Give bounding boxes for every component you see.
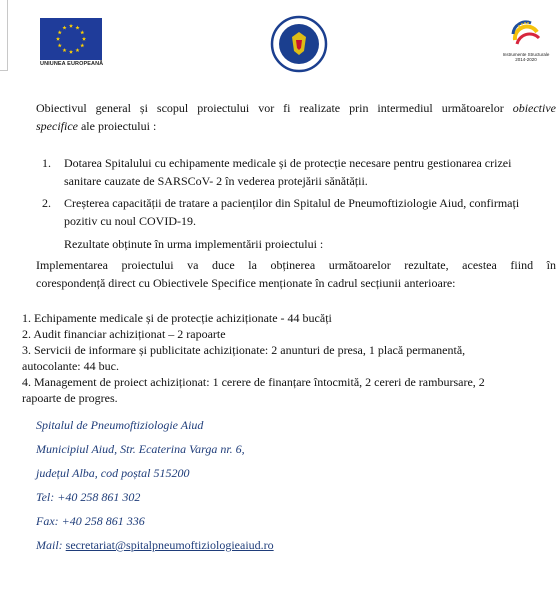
intro-line-2: specifice ale proiectului : [36, 119, 157, 133]
result-item-4-line-1: 4. Management de proiect achiziționat: 1 cerere de finanțare întocmită, 2 cereri de rambursare, 2 [22, 375, 485, 389]
result-item-1: 1. Echipamente medicale și de protecție achiziționate - 44 bucăți [22, 311, 332, 325]
objective-1-line-2: sanitare cauzate de SARSCoV- 2 în vederea protejării sănătății. [64, 174, 368, 188]
contact-county: județul Alba, cod poștal 515200 [36, 466, 190, 480]
structural-instruments-icon [509, 18, 543, 52]
implementation-line-1: Implementarea proiectului va duce la obținerea următoarelor rezultate, acestea fiind în [36, 258, 556, 272]
is-caption-line1: Instrumente Structurale [502, 52, 550, 57]
contact-tel: Tel: +40 258 861 302 [36, 490, 141, 504]
implementation-line-2: corespondență direct cu Obiectivele Specifice menționate în cadrul secțiunii anterioare: [36, 276, 456, 290]
romanian-government-logo-icon [270, 15, 328, 73]
result-item-4-line-2: rapoarte de progres. [22, 391, 118, 405]
contact-address: Municipiul Aiud, Str. Ecaterina Varga nr. 6, [36, 442, 245, 456]
objective-1-number: 1. [42, 156, 51, 170]
results-heading: Rezultate obținute în urma implementării proiectului : [64, 237, 324, 251]
eu-flag-icon [40, 18, 102, 60]
is-caption-line2: 2014-2020 [515, 57, 537, 62]
contact-mail-row [36, 538, 274, 552]
contact-mail-link[interactable]: secretariat@spitalpneumoftiziologieaiud.ro [65, 538, 274, 552]
objective-2-line-1: Creșterea capacității de tratare a pacienților din Spitalul de Pneumoftiziologie Aiud, confirmați [64, 196, 520, 210]
objective-2-line-2: pozitiv cu noul COVID-19. [64, 214, 196, 228]
result-item-3-line-2: autocolante: 44 buc. [22, 359, 119, 373]
contact-fax: Fax: +40 258 861 336 [36, 514, 145, 528]
structural-instruments-logo [496, 18, 556, 62]
contact-name: Spitalul de Pneumoftiziologie Aiud [36, 418, 204, 432]
header-logos [0, 0, 560, 80]
eu-logo [40, 18, 102, 67]
eu-caption: UNIUNEA EUROPEANĂ [40, 61, 104, 67]
objective-2-number: 2. [42, 196, 51, 210]
objective-1-line-1: Dotarea Spitalului cu echipamente medicale și de protecție necesare pentru gestionarea crizei [64, 156, 512, 170]
result-item-2: 2. Audit financiar achiziționat – 2 rapoarte [22, 327, 226, 341]
contact-mail-label: Mail: [36, 538, 63, 552]
intro-line-1: Obiectivul general și scopul proiectului vor fi realizate prin intermediul următoarelor obiective [36, 101, 556, 115]
result-item-3-line-1: 3. Servicii de informare și publicitate achiziționate: 2 anunturi de presa, 1 placă permanentă, [22, 343, 466, 357]
